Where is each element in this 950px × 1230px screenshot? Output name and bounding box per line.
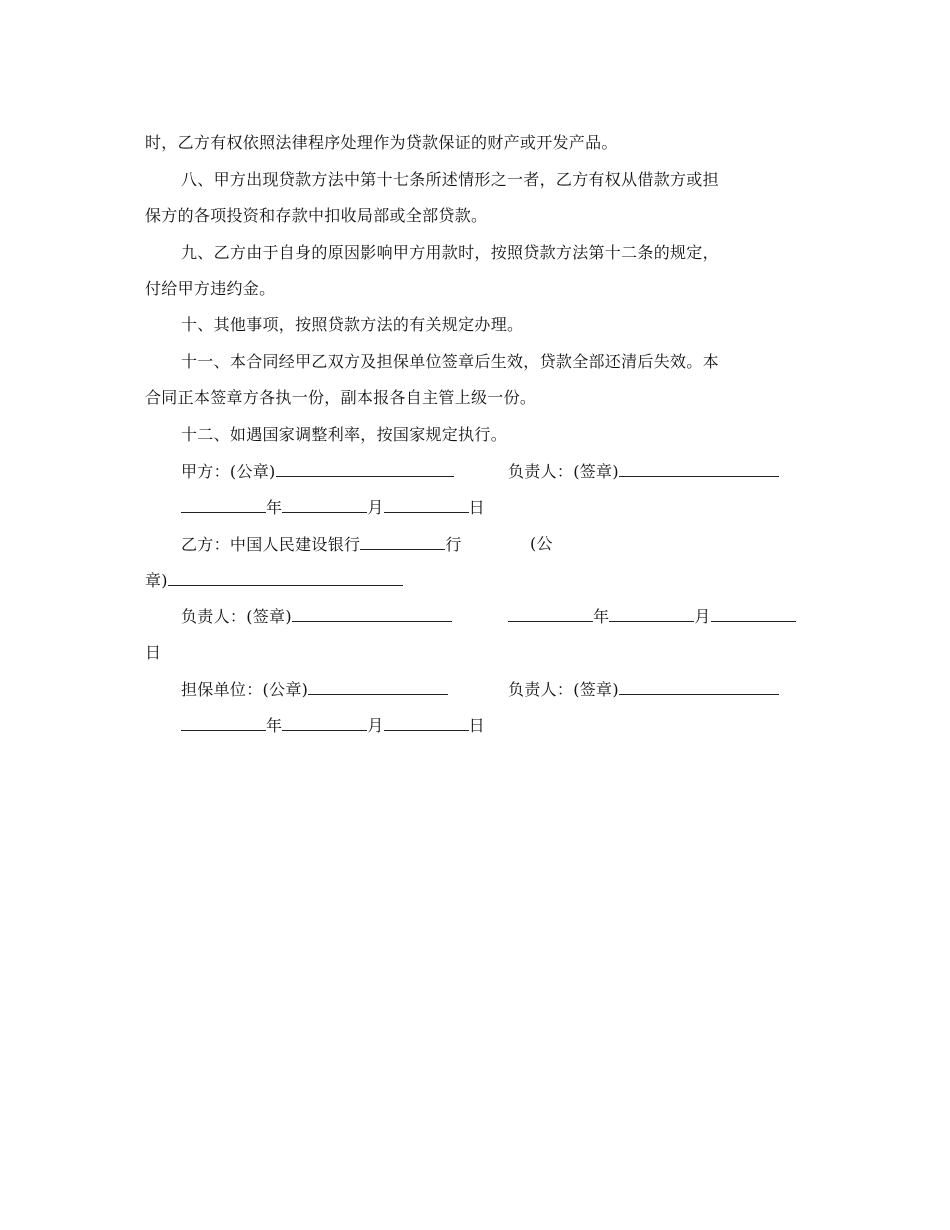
month-blank — [282, 714, 367, 731]
party-a-label: 甲方：(公章) — [181, 462, 276, 481]
paragraph-line: 保方的各项投资和存款中扣收局部或全部贷款。 — [145, 206, 488, 225]
month-blank — [282, 496, 367, 513]
party-a-seal-blank — [276, 460, 454, 477]
responsible-sign-blank — [619, 678, 779, 695]
party-b-responsible-line — [181, 605, 452, 628]
day-label: 日 — [468, 498, 485, 517]
responsible-sign-blank — [292, 605, 452, 622]
responsible-sign-blank — [619, 460, 779, 477]
paragraph-line: 时，乙方有权依照法律程序处理作为贷款保证的财产或开发产品。 — [145, 133, 618, 152]
party-b-seal-close: 章) — [145, 571, 168, 590]
responsible-label: 负责人：(签章) — [508, 462, 619, 481]
month-label: 月 — [367, 716, 384, 735]
party-b-signature-line — [181, 533, 462, 556]
responsible-label: 负责人：(签章) — [181, 607, 292, 626]
paragraph-line: 十、其他事项，按照贷款方法的有关规定办理。 — [181, 315, 524, 334]
paragraph-line: 八、甲方出现贷款方法中第十七条所述情形之一者，乙方有权从借款方或担 — [181, 170, 719, 189]
party-b-day-label: 日 — [145, 643, 162, 662]
day-blank — [384, 496, 469, 513]
party-a-date-line — [181, 496, 485, 519]
guarantor-responsible-line — [508, 678, 779, 701]
party-b-seal-blank — [168, 569, 403, 586]
party-b-seal-open: (公 — [530, 534, 553, 553]
responsible-label: 负责人：(签章) — [508, 680, 619, 699]
party-b-label: 乙方：中国人民建设银行 — [181, 535, 361, 554]
year-blank — [508, 605, 593, 622]
bank-branch-blank — [360, 533, 445, 550]
month-label: 月 — [367, 498, 384, 517]
year-label: 年 — [593, 607, 610, 626]
guarantor-label: 担保单位：(公章) — [181, 680, 309, 699]
guarantor-seal-blank — [308, 678, 448, 695]
guarantor-date-line — [181, 714, 485, 737]
party-b-date-line — [508, 605, 796, 628]
party-b-seal-line — [145, 569, 403, 592]
paragraph-line: 十二、如遇国家调整利率，按国家规定执行。 — [181, 425, 508, 444]
day-blank — [711, 605, 796, 622]
day-label: 日 — [468, 716, 485, 735]
paragraph-line: 十一、本合同经甲乙双方及担保单位签章后生效，贷款全部还清后失效。本 — [181, 352, 719, 371]
bank-suffix: 行 — [445, 535, 462, 554]
year-label: 年 — [266, 716, 283, 735]
year-label: 年 — [266, 498, 283, 517]
month-blank — [609, 605, 694, 622]
paragraph-line: 九、乙方由于自身的原因影响甲方用款时，按照贷款方法第十二条的规定， — [181, 243, 719, 262]
paragraph-line: 合同正本签章方各执一份，副本报各自主管上级一份。 — [145, 388, 537, 407]
year-blank — [181, 714, 266, 731]
year-blank — [181, 496, 266, 513]
day-blank — [384, 714, 469, 731]
party-a-responsible-line — [508, 460, 779, 483]
guarantor-signature-line — [181, 678, 448, 701]
party-a-signature-line — [181, 460, 454, 483]
month-label: 月 — [694, 607, 711, 626]
paragraph-line: 付给甲方违约金。 — [145, 279, 276, 298]
